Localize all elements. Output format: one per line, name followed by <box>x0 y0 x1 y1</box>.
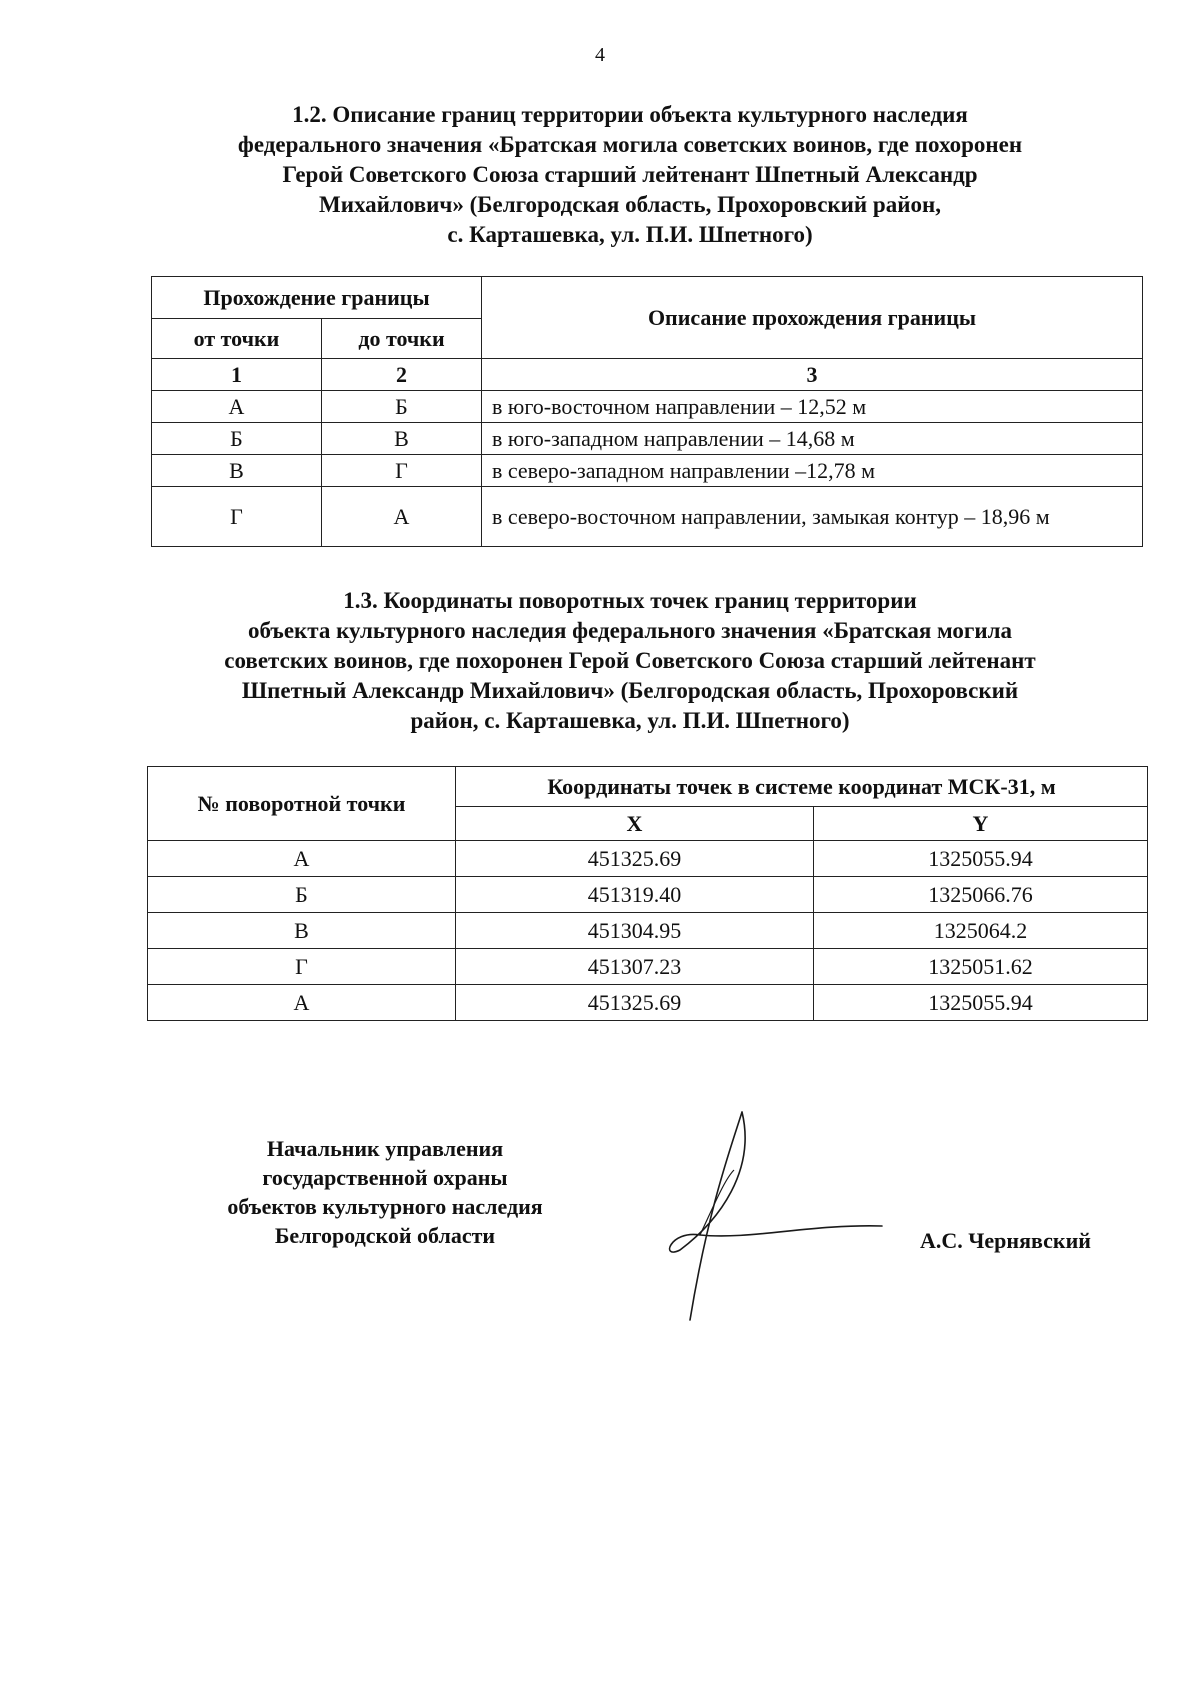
from-point: А <box>152 391 322 423</box>
table-row <box>148 913 1148 949</box>
boundary-description: в северо-восточном направлении, замыкая контур – 18,96 м <box>482 487 1143 547</box>
position-line: Начальник управления <box>266 1136 504 1161</box>
section-1-3-title <box>140 586 1120 736</box>
x-coordinate: 451325.69 <box>456 841 814 877</box>
title-line: с. Карташевка, ул. П.И. Шпетного) <box>447 222 813 247</box>
y-coordinate: 1325055.94 <box>814 985 1148 1021</box>
y-coordinate: 1325064.2 <box>814 913 1148 949</box>
table-row <box>148 949 1148 985</box>
title-line: объекта культурного наследия федерального значения «Братская могила <box>248 618 1012 643</box>
title-line: федерального значения «Братская могила советских воинов, где похоронен <box>237 132 1023 157</box>
header-y: Y <box>814 807 1148 841</box>
point-id: В <box>148 913 456 949</box>
title-line: советских воинов, где похоронен Герой Советского Союза старший лейтенант <box>224 648 1036 673</box>
y-coordinate: 1325066.76 <box>814 877 1148 913</box>
title-line: Герой Советского Союза старший лейтенант Шпетный Александр <box>282 162 978 187</box>
table-row <box>152 487 1143 547</box>
title-line: Шпетный Александр Михайлович» (Белгородская область, Прохоровский <box>241 678 1019 703</box>
from-point: Б <box>152 423 322 455</box>
point-id: Г <box>148 949 456 985</box>
x-coordinate: 451307.23 <box>456 949 814 985</box>
coordinates-table <box>147 766 1148 1021</box>
table-row <box>148 985 1148 1021</box>
y-coordinate: 1325055.94 <box>814 841 1148 877</box>
table-row <box>152 455 1143 487</box>
x-coordinate: 451304.95 <box>456 913 814 949</box>
from-point: Г <box>152 487 322 547</box>
position-line: Белгородской области <box>274 1223 496 1248</box>
to-point: В <box>322 423 482 455</box>
signer-name: А.С. Чернявский <box>920 1228 1091 1253</box>
header-boundary-description: Описание прохождения границы <box>482 277 1143 359</box>
boundary-description-table <box>151 276 1143 547</box>
header-point-number: № поворотной точки <box>148 767 456 841</box>
boundary-description: в юго-восточном направлении – 12,52 м <box>482 391 1143 423</box>
x-coordinate: 451325.69 <box>456 985 814 1021</box>
from-point: В <box>152 455 322 487</box>
table-row <box>148 841 1148 877</box>
header-coordinates: Координаты точек в системе координат МСК-31, м <box>456 767 1148 807</box>
position-line: объектов культурного наследия <box>227 1194 543 1219</box>
title-line: район, с. Карташевка, ул. П.И. Шпетного) <box>410 708 850 733</box>
column-number: 1 <box>152 359 322 391</box>
handwritten-signature <box>660 1110 900 1340</box>
title-line: 1.2. Описание границ территории объекта культурного наследия <box>292 102 968 127</box>
to-point: А <box>322 487 482 547</box>
signatory-position <box>160 1134 610 1250</box>
point-id: А <box>148 985 456 1021</box>
table-row <box>148 877 1148 913</box>
title-line: Михайлович» (Белгородская область, Прохоровский район, <box>319 192 941 217</box>
to-point: Б <box>322 391 482 423</box>
table-row <box>152 423 1143 455</box>
position-line: государственной охраны <box>262 1165 508 1190</box>
header-boundary-passage: Прохождение границы <box>152 277 482 319</box>
header-from-point: от точки <box>152 319 322 359</box>
column-number: 3 <box>482 359 1143 391</box>
column-number: 2 <box>322 359 482 391</box>
point-id: Б <box>148 877 456 913</box>
point-id: А <box>148 841 456 877</box>
title-line: 1.3. Координаты поворотных точек границ территории <box>343 588 917 613</box>
header-x: X <box>456 807 814 841</box>
section-1-2-title <box>140 100 1120 250</box>
y-coordinate: 1325051.62 <box>814 949 1148 985</box>
x-coordinate: 451319.40 <box>456 877 814 913</box>
page-number: 4 <box>595 44 605 66</box>
boundary-description: в северо-западном направлении –12,78 м <box>482 455 1143 487</box>
table-row <box>152 391 1143 423</box>
boundary-description: в юго-западном направлении – 14,68 м <box>482 423 1143 455</box>
to-point: Г <box>322 455 482 487</box>
header-to-point: до точки <box>322 319 482 359</box>
